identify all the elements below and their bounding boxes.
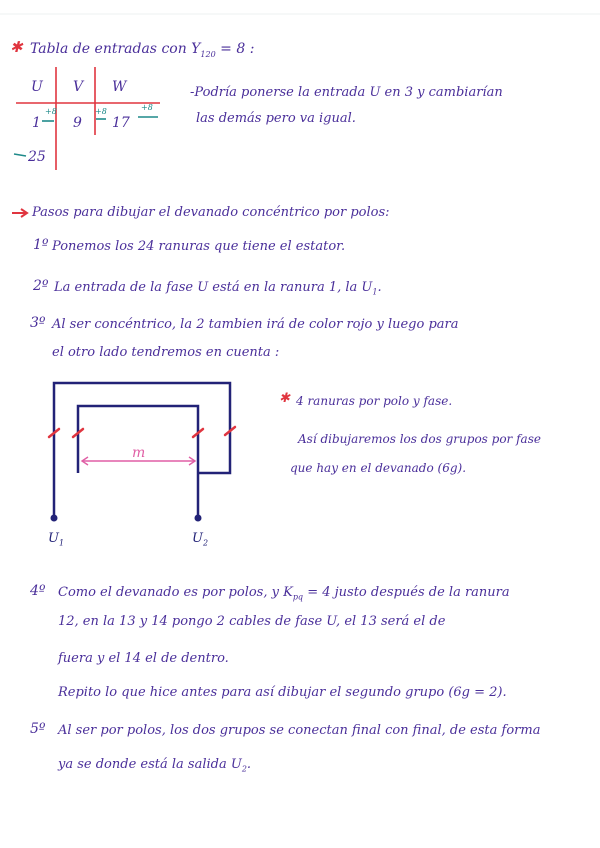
step4-line1-sub: pq xyxy=(292,592,304,602)
table-value-u: 1 xyxy=(32,115,41,131)
step3-line1: Al ser concéntrico, la 2 tambien irá de color rojo y luego para xyxy=(52,317,459,332)
step4-line1-main: Como el devanado es por polos, y K xyxy=(58,585,293,600)
table-note-line1: -Podría ponerse la entrada U en 3 y cambiarían xyxy=(190,85,503,100)
dimension-m-label: m xyxy=(132,445,146,461)
step5-line2-main: ya se donde está la salida U xyxy=(58,757,242,772)
table-extra-value: 25 xyxy=(28,149,46,165)
step4-line3: fuera y el 14 el de dentro. xyxy=(58,651,229,666)
plus-label-3: +8 xyxy=(141,103,153,112)
step4-line2: 12, en la 13 y 14 pongo 2 cables de fase U, el 13 será el de xyxy=(58,614,446,629)
table-header-u: U xyxy=(31,79,43,95)
terminal-u2-label xyxy=(192,532,208,548)
table-header-v: V xyxy=(73,79,84,95)
diagram-note-line1: 4 ranuras por polo y fase. xyxy=(296,394,453,408)
terminal-u2-letter: U xyxy=(192,531,203,546)
step4-line4: Repito lo que hice antes para así dibujar el segundo grupo (6g = 2). xyxy=(58,685,507,700)
step2-text-end: . xyxy=(377,280,382,295)
step1-number: 1º xyxy=(33,237,49,253)
terminal-u1-letter: U xyxy=(48,531,59,546)
step5-line2-sub: 2 xyxy=(241,764,247,774)
star-icon: ✱ xyxy=(10,38,23,56)
terminal-u1-label xyxy=(48,532,64,548)
step3-line2: el otro lado tendremos en cuenta : xyxy=(52,345,280,360)
table-header-w: W xyxy=(112,79,127,95)
plus-label-1: +8 xyxy=(45,107,57,116)
terminal-u1-sub: 1 xyxy=(58,538,65,548)
step4-line1 xyxy=(58,586,510,602)
step3-number: 3º xyxy=(30,315,46,331)
step5-line2 xyxy=(58,758,251,774)
terminal-u2-sub: 2 xyxy=(202,538,209,548)
step5-number: 5º xyxy=(30,721,46,737)
table-value-w: 17 xyxy=(112,115,130,131)
step4-line1-end: = 4 justo después de la ranura xyxy=(307,585,510,600)
step2-text-sub: 1 xyxy=(372,287,378,297)
plus-label-2: +8 xyxy=(95,107,107,116)
steps-heading: Pasos para dibujar el devanado concéntrico por polos: xyxy=(32,205,390,220)
table-title-text: Tabla de entradas con Y xyxy=(30,41,201,57)
diagram-note-star-icon: ✱ xyxy=(279,391,290,406)
table-value-v: 9 xyxy=(73,115,82,131)
table-title-end: = 8 : xyxy=(220,41,255,57)
step4-number: 4º xyxy=(30,583,46,599)
step2-number: 2º xyxy=(33,278,49,294)
table-title-sub: 120 xyxy=(200,49,216,59)
diagram-note-line2: Así dibujaremos los dos grupos por fase xyxy=(298,432,541,446)
step2-text-main: La entrada de la fase U está en la ranura 1, la U xyxy=(54,280,373,295)
diagram-note-line3: que hay en el devanado (6g). xyxy=(290,461,467,475)
step5-line1: Al ser por polos, los dos grupos se conectan final con final, de esta forma xyxy=(58,723,541,738)
step5-line2-end: . xyxy=(246,757,252,772)
table-note-line2: las demás pero va igual. xyxy=(196,111,356,126)
step1-text: Ponemos los 24 ranuras que tiene el estator. xyxy=(52,239,346,254)
